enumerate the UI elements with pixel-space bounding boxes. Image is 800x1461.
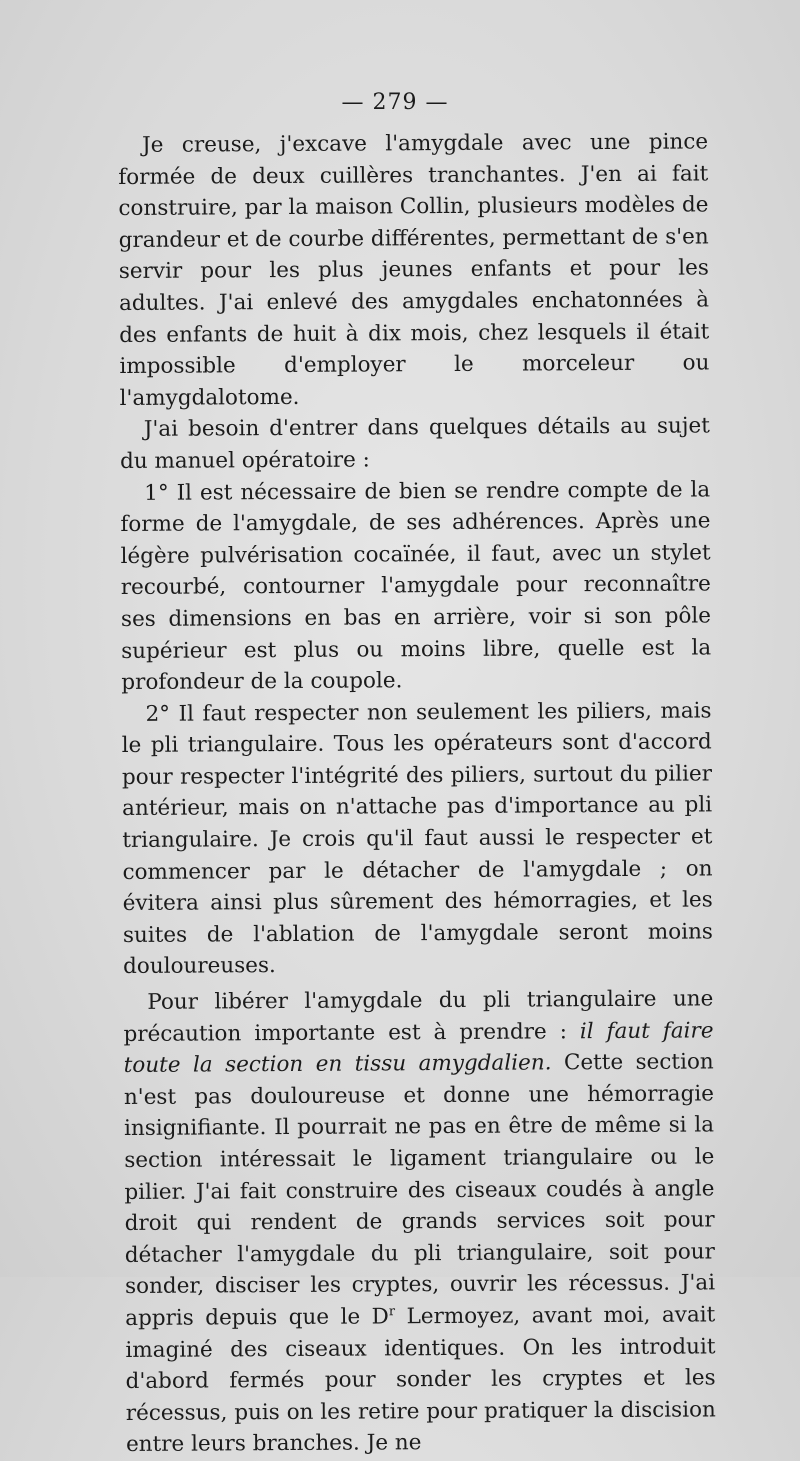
paragraph-5-text-b: Cette section n'est pas douloureuse et donne une hémorragie insignifiante. Il pourrait ne pas en être de même si la section intéressait le ligament triangulaire ou le pilier. J'ai fait construire des ciseaux coudés à angle droit qui rendent de grands services soit pour détacher l'amygdale du pli triangulaire, soit pour sonder, disciser les cryptes, ouvrir les récessus. J'ai appris depuis que le D [123, 1049, 716, 1331]
paragraph-5 [123, 983, 716, 1461]
paragraph-3-text: Il est nécessaire de bien se rendre compte de la forme de l'amygdale, de ses adhérences. Après une légère pulvérisation cocaïnée, il faut, avec un stylet recourbé, contourner l'amygdale pour reconnaître ses dimensions en bas en arrière, voir si son pôle supérieur est plus ou moins libre, quelle est la profondeur de la coupole. [120, 476, 712, 696]
paragraph-4 [121, 695, 713, 983]
page-number: — 279 — [341, 90, 449, 115]
doctor-superscript: r [388, 1304, 396, 1320]
paragraph-5-text-c: Lermoyez, avant moi, avait imaginé des ciseaux identiques. On les introduit d'abord fermés pour sonder les cryptes et les récessus, puis on les retire pour pratiquer la discision entre leurs branches. Je ne [125, 1302, 716, 1458]
paragraph-3 [120, 474, 711, 699]
list-marker-2: 2° [145, 701, 171, 727]
paragraph-2 [120, 411, 710, 478]
paragraph-2-text: J'ai besoin d'entrer dans quelques détails au sujet du manuel opératoire : [119, 413, 710, 474]
paragraph-5-emphasis: il faut faire toute la section en tissu amygdalien. [123, 1018, 714, 1079]
list-marker-1: 1° [144, 480, 169, 506]
paragraph-1-text: Je creuse, j'excave l'amygdale avec une pince formée de deux cuillères tranchantes. J'en ai fait construire, par la maison Collin, plusieurs modèles de grandeur et de courbe différentes, permettant de s'en servir pour les plus jeunes enfants et pour les adultes. J'ai enlevé des amygdales enchatonnées à des enfants de huit à dix mois, chez lesquels il était impossible d'employer le morceleur ou l'amygdalotome. [118, 129, 710, 411]
paragraph-1 [118, 126, 710, 414]
paragraph-5-text-a: Pour libérer l'amygdale du pli triangulaire une précaution importante est à prendre : [123, 986, 714, 1047]
body-text [118, 126, 716, 1461]
paragraph-4-text: Il faut respecter non seulement les piliers, mais le pli triangulaire. Tous les opérateurs sont d'accord pour respecter l'intégrité des piliers, surtout du pilier antérieur, mais on n'attache pas d'importance au pli triangulaire. Je crois qu'il faut aussi le respecter et commencer par le détacher de l'amygdale ; on évitera ainsi plus sûrement des hémorragies, et les suites de l'ablation de l'amygdale seront moins douloureuses. [121, 698, 713, 980]
